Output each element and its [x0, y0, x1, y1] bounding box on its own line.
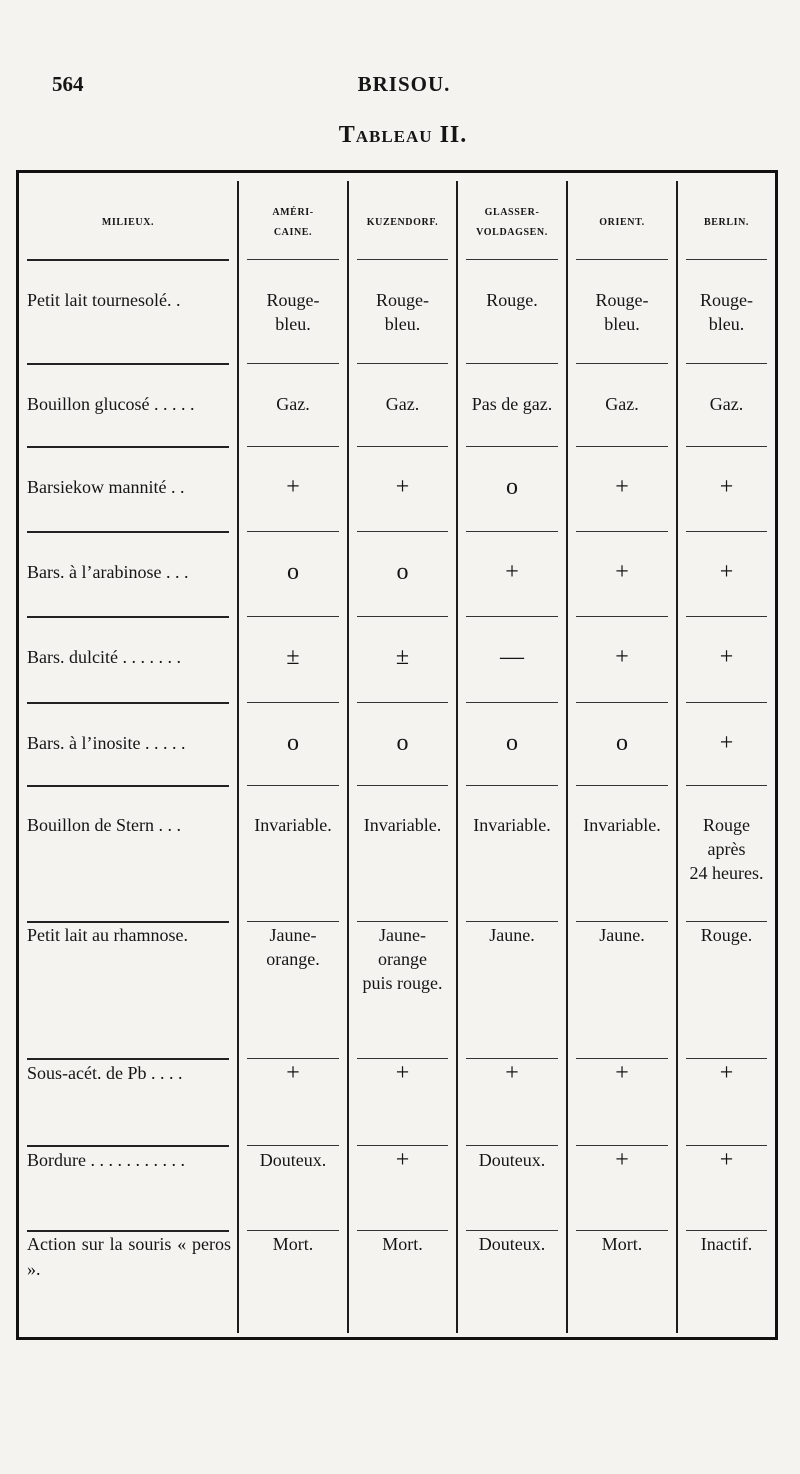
row-rule: [466, 259, 558, 260]
table-cell: Douteux.: [259, 1150, 327, 1170]
row-rule: [466, 1230, 558, 1231]
table-cell: o: [396, 730, 409, 756]
row-rule: [357, 921, 448, 922]
row-rule: [466, 616, 558, 617]
table-cell: Invariable.: [254, 815, 332, 835]
row-label: Bars. dulcité . . . . . . .: [27, 647, 181, 667]
row-rule: [247, 921, 339, 922]
table-cell: Invariable.: [473, 815, 551, 835]
row-label: Bars. à l’inosite . . . . .: [27, 733, 186, 753]
table-cell: o: [287, 730, 299, 756]
row-rule: [576, 446, 668, 447]
table-cell: Jaune.: [599, 925, 645, 945]
table-cell: +: [395, 474, 410, 500]
table-cell: Jaune.: [489, 925, 535, 945]
row-rule: [576, 1230, 668, 1231]
row-rule: [576, 785, 668, 786]
row-rule: [686, 531, 767, 532]
row-rule: [466, 785, 558, 786]
row-rule: [466, 531, 558, 532]
page-number: 564: [52, 72, 84, 96]
table-cell: Rouge- bleu.: [376, 290, 429, 334]
row-rule: [686, 616, 767, 617]
row-rule: [27, 446, 229, 448]
row-label: Bouillon de Stern . . .: [27, 815, 181, 835]
row-rule: [27, 785, 229, 787]
table-cell: o: [506, 474, 518, 500]
table-cell: —: [500, 644, 524, 670]
row-rule: [357, 702, 448, 703]
header-americaine: AMÉRI- CAINE.: [272, 207, 314, 238]
header-glasser-voldagsen: GLASSER- VOLDAGSEN.: [476, 207, 548, 238]
table-cell: Mort.: [272, 1234, 314, 1254]
row-rule: [576, 921, 668, 922]
row-rule: [576, 259, 668, 260]
table-cell: +: [286, 474, 300, 500]
table-cell: Gaz.: [385, 394, 420, 414]
row-rule: [686, 1058, 767, 1059]
row-rule: [466, 921, 558, 922]
row-rule: [466, 1145, 558, 1146]
row-rule: [357, 785, 448, 786]
table-cell: Mort.: [382, 1234, 423, 1254]
table-cell: +: [505, 559, 519, 585]
row-rule: [247, 531, 339, 532]
table-cell: +: [286, 1060, 300, 1086]
row-rule: [357, 259, 448, 260]
row-rule: [466, 702, 558, 703]
row-rule: [466, 1058, 558, 1059]
table-cell: Douteux.: [478, 1234, 546, 1254]
table-title: Tableau II.: [338, 122, 468, 148]
row-label: Petit lait au rhamnose.: [27, 925, 188, 945]
table-cell: Jaune- orange.: [266, 925, 320, 969]
table-cell: Rouge.: [700, 925, 753, 945]
table-cell: Gaz.: [276, 394, 310, 414]
row-rule: [27, 1058, 229, 1060]
row-rule: [686, 1230, 767, 1231]
table-cell: Rouge après 24 heures.: [689, 815, 764, 883]
header-kuzendorf: KUZENDORF.: [366, 217, 439, 228]
row-rule: [247, 616, 339, 617]
table-cell: Gaz.: [605, 394, 639, 414]
row-rule: [27, 702, 229, 704]
row-rule: [357, 1230, 448, 1231]
row-rule: [686, 921, 767, 922]
row-rule: [27, 1145, 229, 1147]
table-cell: +: [615, 1147, 629, 1173]
table-cell: o: [616, 730, 628, 756]
row-label: Barsiekow mannité . .: [27, 477, 185, 497]
table-cell: Rouge- bleu.: [266, 290, 320, 334]
row-rule: [357, 446, 448, 447]
table-cell: +: [615, 644, 629, 670]
row-label: Bars. à l’arabinose . . .: [27, 562, 189, 582]
table-cell: +: [395, 1147, 410, 1173]
table-cell: Invariable.: [363, 815, 442, 835]
row-rule: [576, 363, 668, 364]
row-rule: [27, 531, 229, 533]
table-cell: +: [395, 1060, 410, 1086]
row-rule: [247, 1230, 339, 1231]
row-rule: [466, 363, 558, 364]
row-rule: [686, 446, 767, 447]
table-cell: +: [615, 1060, 629, 1086]
row-rule: [247, 702, 339, 703]
row-rule: [357, 1145, 448, 1146]
row-rule: [247, 785, 339, 786]
row-label: Petit lait tournesolé. .: [27, 290, 181, 310]
table-cell: Douteux.: [478, 1150, 546, 1170]
row-rule: [357, 616, 448, 617]
table-cell: o: [287, 559, 299, 585]
table-cell: +: [719, 559, 734, 585]
row-label: Action sur la souris « peros ».: [27, 1234, 231, 1279]
row-label: Sous-acét. de Pb . . . .: [27, 1063, 183, 1083]
row-rule: [686, 785, 767, 786]
table-cell: ±: [395, 644, 410, 670]
table-cell: Mort.: [601, 1234, 643, 1254]
table-cell: +: [615, 474, 629, 500]
row-rule: [576, 1145, 668, 1146]
row-rule: [576, 616, 668, 617]
row-rule: [357, 1058, 448, 1059]
row-rule: [247, 1145, 339, 1146]
table-cell: Pas de gaz.: [471, 394, 553, 414]
row-label: Bouillon glucosé . . . . .: [27, 394, 195, 414]
row-rule: [247, 446, 339, 447]
running-head: BRISOU.: [357, 72, 451, 96]
row-rule: [686, 702, 767, 703]
row-rule: [27, 259, 229, 261]
row-rule: [466, 446, 558, 447]
table-cell: Gaz.: [709, 394, 744, 414]
row-rule: [576, 702, 668, 703]
row-rule: [576, 1058, 668, 1059]
table-cell: Rouge.: [486, 290, 538, 310]
row-rule: [357, 363, 448, 364]
header-berlin: BERLIN.: [703, 217, 750, 228]
table-cell: +: [719, 730, 734, 756]
table-cell: Invariable.: [583, 815, 661, 835]
data-table: [16, 170, 778, 1340]
table-cell: +: [719, 474, 734, 500]
row-rule: [27, 363, 229, 365]
table-cell: Rouge- bleu.: [595, 290, 649, 334]
table-cell: Inactif.: [700, 1234, 753, 1254]
table-cell: o: [506, 730, 518, 756]
table-cell: +: [719, 1147, 734, 1173]
table-cell: ±: [286, 644, 300, 670]
table-cell: +: [615, 559, 629, 585]
row-rule: [27, 616, 229, 618]
row-rule: [247, 259, 339, 260]
row-label: Bordure . . . . . . . . . . .: [27, 1150, 185, 1170]
table-cell: +: [505, 1060, 519, 1086]
row-rule: [686, 1145, 767, 1146]
table-cell: o: [396, 559, 409, 585]
header-milieux: MILIEUX.: [101, 217, 155, 228]
table-cell: +: [719, 644, 734, 670]
table-cell: Rouge- bleu.: [700, 290, 753, 334]
table-cell: +: [719, 1060, 734, 1086]
row-rule: [357, 531, 448, 532]
row-rule: [576, 531, 668, 532]
table-cell: Jaune- orange puis rouge.: [362, 925, 443, 993]
row-rule: [247, 1058, 339, 1059]
row-rule: [686, 259, 767, 260]
header-orient: ORIENT.: [599, 217, 645, 228]
row-rule: [247, 363, 339, 364]
row-rule: [686, 363, 767, 364]
